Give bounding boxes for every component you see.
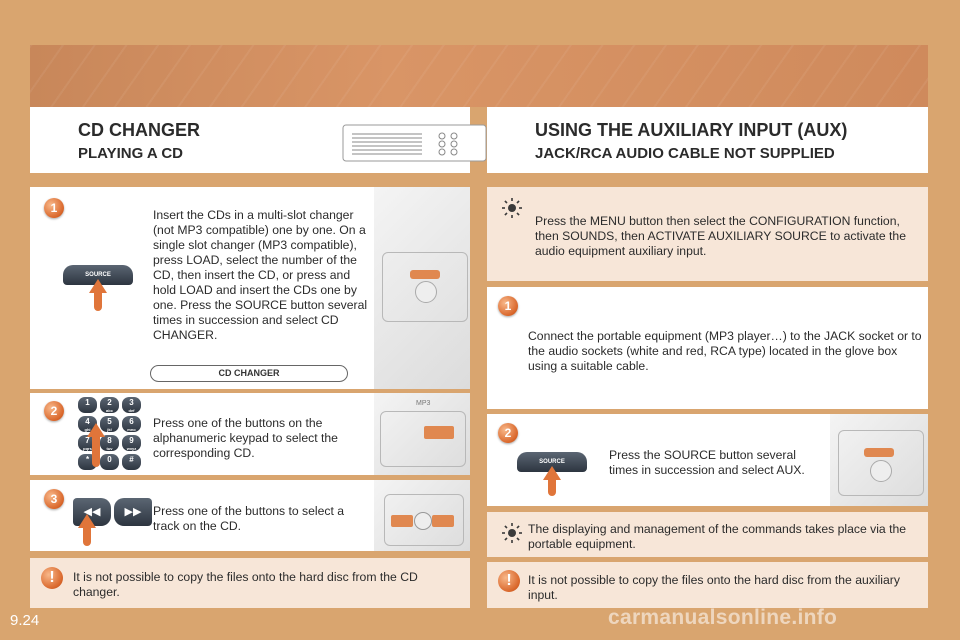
radio-photo	[374, 187, 470, 389]
right-warning-text: It is not possible to copy the files onto the hard disc from the auxiliary input.	[528, 573, 900, 602]
step-1-panel	[30, 187, 470, 389]
previous-track-icon: ◀◀	[73, 498, 111, 526]
press-arrow-icon	[87, 423, 105, 437]
keypad-key-2: 2 abc	[100, 397, 119, 413]
keypad-key-3: 3 def	[122, 397, 141, 413]
aux-step-2-panel	[487, 414, 928, 506]
keypad-key-5: 5 jkl	[100, 416, 119, 432]
step-2-text: Press one of the buttons on the alphanumeric keypad to select the corresponding CD.	[153, 416, 338, 460]
aux-radio-photo	[830, 414, 928, 506]
aux-subtitle: JACK/RCA AUDIO CABLE NOT SUPPLIED	[535, 145, 835, 162]
step-2-panel	[30, 393, 470, 475]
keypad-key-9: 9 wxyz	[122, 435, 141, 451]
next-track-icon: ▶▶	[114, 498, 152, 526]
keypad-key-8: 8 tuv	[100, 435, 119, 451]
press-arrow-icon	[78, 514, 96, 528]
left-warning-text: It is not possible to copy the files onto the hard disc from the CD changer.	[73, 570, 418, 599]
page-number: 9.24	[10, 612, 40, 629]
track-buttons-photo	[374, 480, 470, 551]
press-arrow-stem	[83, 528, 91, 546]
info-note-panel	[487, 512, 928, 557]
press-arrow-stem	[548, 480, 556, 496]
step-2-number: 2	[44, 401, 64, 421]
mp3-display-label: MP3	[416, 400, 431, 407]
press-arrow-stem	[94, 293, 102, 311]
aux-step-2-number: 2	[498, 423, 518, 443]
step-1-number: 1	[44, 198, 64, 218]
aux-step-1-text: Connect the portable equipment (MP3 player…) to the JACK socket or to the audio sockets (white and red, RCA type) located in the glove box using a suitable cable.	[528, 329, 922, 373]
config-note-panel	[487, 187, 928, 281]
left-warning-panel	[30, 558, 470, 608]
step-1-text: Insert the CDs in a multi-slot changer (not MP3 compatible) one by one. On a single slot changer (MP3 compatible), press LOAD, select the number of the CD, then insert the CD, or press and hold LOAD and insert the CDs one by one. Press the SOURCE button several times in succession and select CD CHANGER.	[153, 208, 368, 342]
aux-step-1-panel	[487, 287, 928, 409]
cd-changer-device-icon	[342, 124, 487, 162]
press-arrow-icon	[543, 466, 561, 480]
cd-changer-tag: CD CHANGER	[150, 365, 348, 382]
page-title: CD CHANGER	[78, 120, 201, 140]
keypad-key-0: 0	[100, 454, 119, 470]
press-arrow-stem	[92, 437, 100, 467]
step-3-panel	[30, 480, 470, 551]
keypad-key-4: 4 ghi	[78, 416, 97, 432]
settings-sun-icon	[501, 522, 523, 544]
aux-source-button: SOURCE	[517, 452, 587, 472]
right-warning-panel	[487, 562, 928, 608]
keypad-key-6: 6 mno	[122, 416, 141, 432]
warning-icon: !	[41, 567, 63, 589]
keypad-key-hash: #	[122, 454, 141, 470]
aux-title: USING THE AUXILIARY INPUT (AUX)	[535, 120, 848, 140]
page-subtitle: PLAYING A CD	[78, 145, 184, 162]
config-note-text: Press the MENU button then select the CONFIGURATION function, then SOUNDS, then ACTIVATE AUXILIARY SOURCE to activate the audio equipment auxiliary input.	[535, 214, 906, 258]
source-button: SOURCE	[63, 265, 133, 285]
header-band	[30, 45, 928, 107]
step-3-text: Press one of the buttons to select a track on the CD.	[153, 504, 345, 533]
cd-changer-header	[30, 107, 470, 173]
step-3-number: 3	[44, 489, 64, 509]
keypad-key-7: 7 pqrs	[78, 435, 97, 451]
info-note-text: The displaying and management of the commands takes place via the portable equipment.	[528, 522, 907, 551]
press-arrow-icon	[89, 279, 107, 293]
aux-step-2-text: Press the SOURCE button several times in succession and select AUX.	[609, 448, 805, 477]
watermark: carmanualsonline.info	[608, 606, 838, 629]
keypad-key-star: *	[78, 454, 97, 470]
aux-step-1-number: 1	[498, 296, 518, 316]
aux-header	[487, 107, 928, 173]
warning-icon: !	[498, 570, 520, 592]
mp3-display-photo	[374, 393, 470, 475]
keypad-key-1: 1	[78, 397, 97, 413]
settings-sun-icon	[501, 197, 523, 219]
